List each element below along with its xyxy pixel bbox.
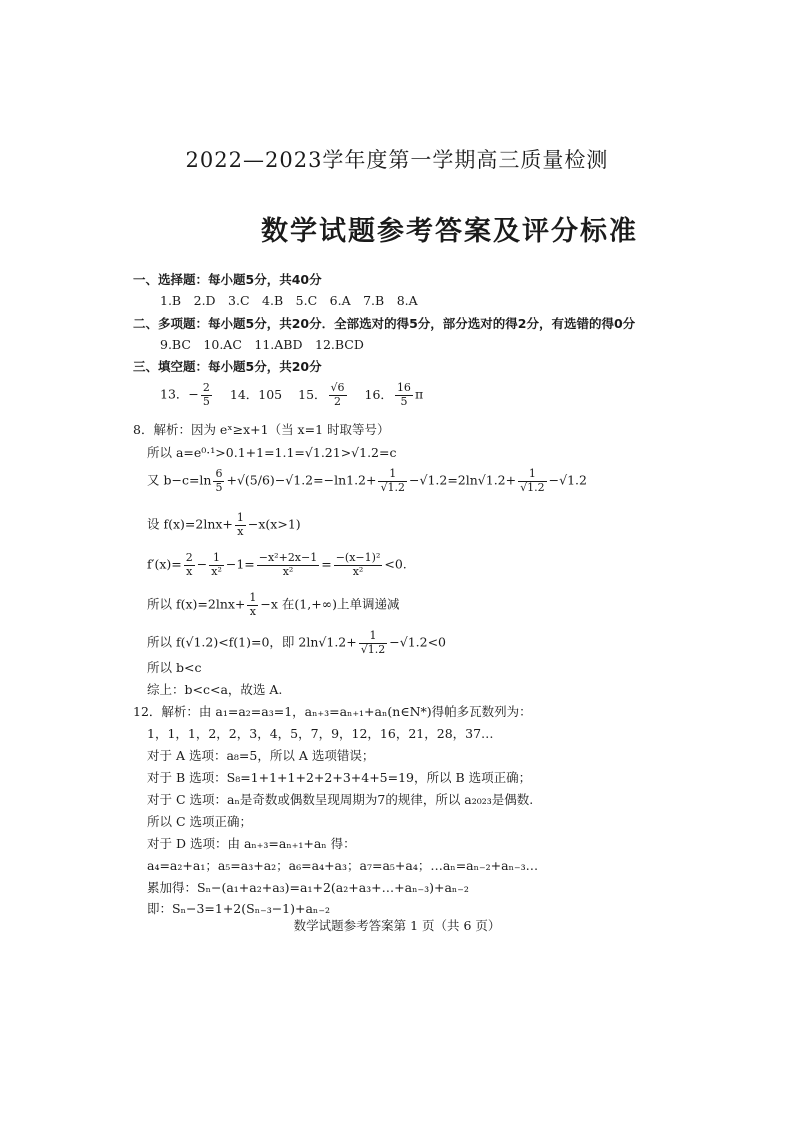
q12-line-8: a₄=a₂+a₁；a₅=a₃+a₂；a₆=a₄+a₃；a₇=a₅+a₄；…aₙ=aₙ₋₂+aₙ₋₃… bbox=[147, 858, 539, 873]
q8-l7-num: 1 bbox=[359, 630, 388, 644]
document-year-title: 2022—2023学年度第一学期高三质量检测 bbox=[185, 148, 609, 172]
q8-line-5-part-c: −1= bbox=[225, 556, 255, 572]
q8-line-5-fraction-2 bbox=[209, 552, 224, 578]
q8-line-3 bbox=[147, 468, 587, 494]
section-1-title: 一、选择题：每小题5分，共40分 bbox=[133, 272, 322, 287]
q8-line-5-part-a: f′(x)= bbox=[147, 556, 182, 572]
q12-line-7: 对于 D 选项：由 aₙ₊₃=aₙ₊₁+aₙ 得： bbox=[147, 836, 356, 851]
answer-15-numerator: √6 bbox=[330, 381, 345, 394]
q12-line-6: 所以 C 选项正确； bbox=[147, 814, 253, 829]
section-3-title: 三、填空题：每小题5分，共20分 bbox=[133, 359, 322, 374]
answer-16-prefix: 16． bbox=[364, 386, 393, 402]
section-1-answers: 1.B 2.D 3.C 4.B 5.C 6.A 7.B 8.A bbox=[160, 293, 418, 308]
section-2-title: 二、多项题：每小题5分，共20分．全部选对的得5分，部分选对的得2分，有选错的得0分 bbox=[133, 316, 636, 331]
q8-l6-den: x bbox=[249, 604, 257, 618]
q8-line-7-part-a: 所以 f(√1.2)<f(1)=0，即 2ln√1.2+ bbox=[147, 634, 357, 650]
q8-line-6-fraction bbox=[247, 592, 258, 618]
q8-line-3-part-a: 又 b−c=ln bbox=[147, 472, 212, 488]
q8-l5-f3-num: −x²+2x−1 bbox=[258, 551, 318, 564]
q8-l3-f3-num: 1 bbox=[378, 468, 407, 482]
q8-line-3-sqrt: √(5/6) bbox=[236, 472, 275, 488]
q8-l7-den: √1.2 bbox=[360, 642, 386, 656]
q8-line-3-part-d: −√1.2=2ln√1.2+ bbox=[409, 472, 517, 488]
q8-line-3-part-b: + bbox=[226, 472, 237, 488]
q8-l5-f1-den: x bbox=[186, 564, 193, 578]
q8-line-3-fraction-4 bbox=[518, 468, 547, 494]
q12-line-2: 1，1，1，2，2，3，4，5，7，9，12，16，21，28，37… bbox=[147, 726, 494, 741]
q8-l6-num: 1 bbox=[249, 591, 257, 604]
document-main-title: 数学试题参考答案及评分标准 bbox=[261, 216, 638, 247]
answer-14: 14．105 bbox=[229, 386, 283, 402]
q8-l5-f3-den: x² bbox=[282, 564, 294, 578]
answer-16-fraction bbox=[395, 382, 413, 408]
q8-line-3-fraction-1 bbox=[213, 468, 224, 494]
q8-line-5-part-b: − bbox=[196, 556, 208, 572]
q8-line-1: 8．解析：因为 eˣ≥x+1（当 x=1 时取等号） bbox=[133, 422, 390, 437]
q8-l5-f1-num: 2 bbox=[185, 551, 193, 564]
answer-15-denominator: 2 bbox=[334, 394, 342, 408]
q8-line-5-fraction-3 bbox=[257, 552, 319, 578]
answer-16-numerator: 16 bbox=[396, 381, 411, 394]
q8-l4-den: x bbox=[237, 524, 244, 538]
answer-13-prefix: 13．− bbox=[160, 386, 199, 402]
q8-line-5-part-e: <0. bbox=[384, 556, 407, 572]
q8-l5-f4-num: −(x−1)² bbox=[335, 551, 381, 564]
answer-15-prefix: 15． bbox=[298, 386, 327, 402]
answer-13-fraction bbox=[201, 382, 212, 408]
q8-line-5 bbox=[147, 552, 407, 578]
q8-line-8: 所以 b<c bbox=[147, 660, 202, 675]
q8-l3-f4-num: 1 bbox=[518, 468, 547, 482]
q8-line-6 bbox=[147, 592, 399, 618]
q8-line-2: 所以 a=e⁰·¹>0.1+1=1.1=√1.21>√1.2=c bbox=[147, 445, 397, 460]
q8-l5-f2-num: 1 bbox=[209, 552, 224, 566]
section-2-answers: 9.BC 10.AC 11.ABD 12.BCD bbox=[160, 337, 364, 352]
q8-line-4 bbox=[147, 512, 301, 538]
q8-line-3-fraction-3 bbox=[378, 468, 407, 494]
answer-15-fraction bbox=[329, 382, 347, 408]
q8-line-4-part-a: 设 f(x)=2lnx+ bbox=[147, 516, 233, 532]
q8-l3-f1-den: 5 bbox=[215, 480, 223, 494]
q8-line-7-fraction bbox=[359, 630, 388, 656]
q12-line-4: 对于 B 选项：S₈=1+1+1+2+2+3+4+5=19，所以 B 选项正确； bbox=[147, 770, 532, 785]
q8-line-7-part-b: −√1.2<0 bbox=[389, 634, 446, 650]
q8-line-9: 综上：b<c<a，故选 A. bbox=[147, 682, 283, 697]
section-3-answers bbox=[160, 382, 423, 408]
q8-line-7 bbox=[147, 630, 446, 656]
q8-l5-f4-den: x² bbox=[352, 564, 364, 578]
q8-l3-f4-den: √1.2 bbox=[520, 480, 545, 494]
q8-line-3-part-c: −√1.2=−ln1.2+ bbox=[274, 472, 377, 488]
q8-l3-f1-num: 6 bbox=[215, 467, 223, 480]
q8-line-5-fraction-1 bbox=[184, 552, 195, 578]
q8-line-4-fraction bbox=[235, 512, 246, 538]
q12-line-9: 累加得：Sₙ−(a₁+a₂+a₃)=a₁+2(a₂+a₃+…+aₙ₋₃)+aₙ₋₂ bbox=[147, 880, 469, 895]
q8-line-5-fraction-4 bbox=[334, 552, 383, 578]
q8-line-5-part-d: = bbox=[321, 556, 332, 572]
q12-line-3: 对于 A 选项：a₈=5，所以 A 选项错误； bbox=[147, 748, 375, 763]
answer-13-numerator: 2 bbox=[202, 381, 210, 394]
answer-16-denominator: 5 bbox=[400, 394, 408, 408]
q8-line-3-part-e: −√1.2 bbox=[548, 472, 587, 488]
q12-line-5: 对于 C 选项：aₙ是奇数或偶数呈现周期为7的规律，所以 a₂₀₂₃是偶数. bbox=[147, 792, 534, 807]
q8-l3-f3-den: √1.2 bbox=[380, 480, 405, 494]
q12-line-1: 12．解析：由 a₁=a₂=a₃=1，aₙ₊₃=aₙ₊₁+aₙ(n∈N*)得帕多瓦数列为： bbox=[133, 704, 532, 719]
q8-l4-num: 1 bbox=[236, 511, 244, 524]
answer-16-suffix: π bbox=[414, 386, 424, 402]
q8-line-6-part-b: −x 在(1,+∞)上单调递减 bbox=[260, 596, 400, 612]
page-footer: 数学试题参考答案第 1 页（共 6 页） bbox=[293, 918, 501, 933]
q8-l5-f2-den: x² bbox=[211, 564, 222, 578]
q12-line-10: 即：Sₙ−3=1+2(Sₙ₋₃−1)+aₙ₋₂ bbox=[147, 901, 330, 916]
q8-line-4-part-b: −x(x>1) bbox=[247, 516, 301, 532]
answer-13-denominator: 5 bbox=[202, 394, 210, 408]
q8-line-6-part-a: 所以 f(x)=2lnx+ bbox=[147, 596, 246, 612]
